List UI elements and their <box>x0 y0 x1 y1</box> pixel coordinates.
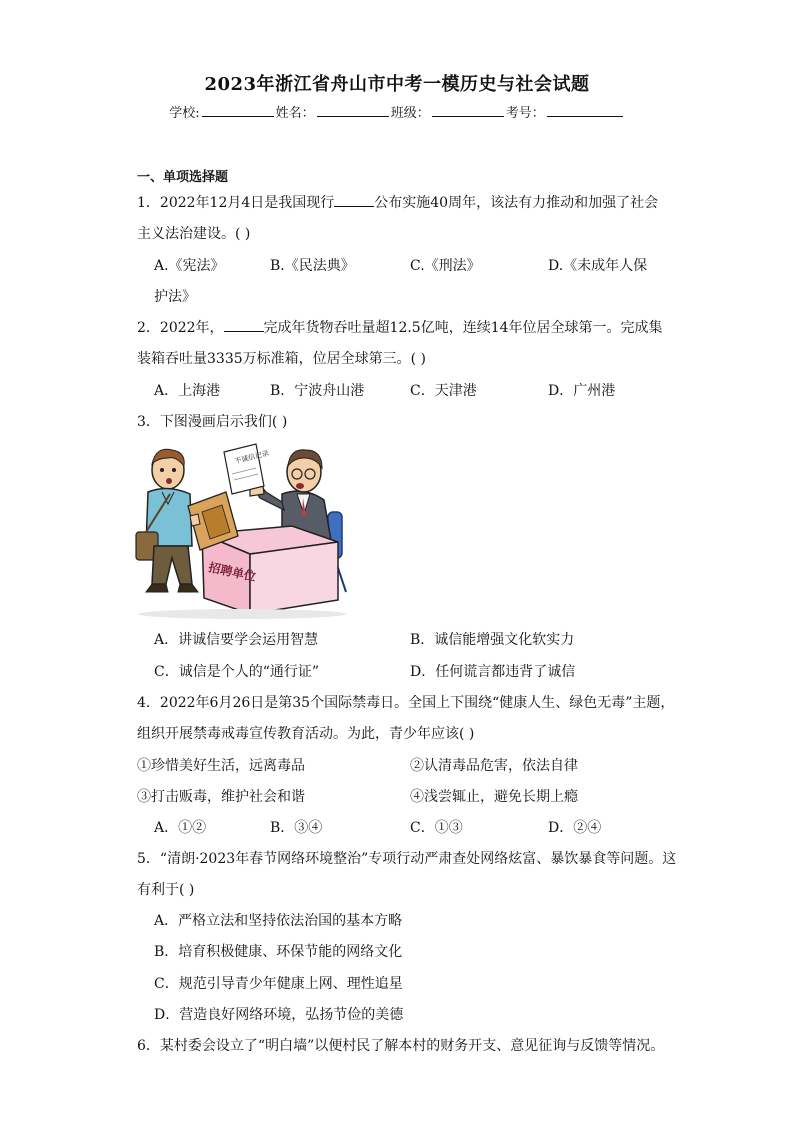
q5-stem-line1: 5．“清朗·2023年春节网络环境整治”专项行动严肃查处网络炫富、暴饮暴食等问题。这 <box>137 851 677 867</box>
q1-option-d[interactable]: D.《未成年人保 <box>548 258 648 274</box>
desk-side <box>250 542 338 614</box>
paper-text: 不诚信记录 <box>233 449 270 466</box>
q4-item-2: ②认清毒品危害，依法自律 <box>410 758 578 774</box>
q2-text-b: 完成年货物吞吐量超12.5亿吨，连续14年位居全球第一。完成集 <box>263 320 663 336</box>
q3-option-d[interactable]: D．任何谎言都违背了诚信 <box>410 664 576 680</box>
q1-option-d-continued: 护法》 <box>154 289 196 305</box>
q5-option-a[interactable]: A．严格立法和坚持依法治国的基本方略 <box>154 913 403 929</box>
q1-option-c[interactable]: C.《刑法》 <box>410 258 481 274</box>
q1-text-a: 1．2022年12月4日是我国现行 <box>137 195 335 211</box>
q4-stem-line2: 组织开展禁毒戒毒宣传教育活动。为此，青少年应该( ) <box>137 726 475 742</box>
student-info-line <box>0 102 794 121</box>
q3-option-c[interactable]: C．诚信是个人的“通行证” <box>154 664 320 680</box>
q2-blank <box>224 317 264 332</box>
q6-stem-line1: 6．某村委会设立了“明白墙”以便村民了解本村的财务开支、意见征询与反馈等情况。 <box>137 1038 665 1054</box>
q4-item-4: ④浅尝辄止，避免长期上瘾 <box>410 789 578 805</box>
q1-option-a[interactable]: A.《宪法》 <box>154 258 225 274</box>
school-blank[interactable] <box>202 104 274 117</box>
q4-option-c[interactable]: C．①③ <box>410 820 463 836</box>
q4-item-1: ①珍惜美好生活，远离毒品 <box>137 758 305 774</box>
desk-text: 招聘单位 <box>207 560 258 584</box>
q1-stem-line1 <box>137 192 658 212</box>
q1-option-b[interactable]: B.《民法典》 <box>270 258 355 274</box>
q2-option-a[interactable]: A．上海港 <box>154 383 221 399</box>
q3-option-b[interactable]: B．诚信能增强文化软实力 <box>410 632 575 648</box>
applicant-trousers <box>152 546 192 584</box>
exam-no-label: 考号： <box>505 106 545 121</box>
q4-option-b[interactable]: B．③④ <box>270 820 323 836</box>
q5-option-b[interactable]: B．培育积极健康、环保节能的网络文化 <box>154 944 403 960</box>
q2-option-b[interactable]: B．宁波舟山港 <box>270 383 365 399</box>
class-blank[interactable] <box>432 104 504 117</box>
q1-text-b: 公布实施40周年，该法有力推动和加强了社会 <box>374 195 659 211</box>
school-label: 学校: <box>169 106 200 121</box>
q4-stem-line1: 4．2022年6月26日是第35个国际禁毒日。全国上下围绕“健康人生、绿色无毒”主题， <box>137 695 675 711</box>
section-title: 一、单项选择题 <box>137 170 229 185</box>
name-label: 姓名： <box>275 106 315 121</box>
q3-stem: 3．下图漫画启示我们( ) <box>137 414 288 430</box>
class-label: 班级： <box>390 106 430 121</box>
cartoon-image <box>132 442 366 620</box>
q4-item-3: ③打击贩毒，维护社会和谐 <box>137 789 305 805</box>
q5-stem-line2: 有利于( ) <box>137 882 195 898</box>
q1-stem-line2: 主义法治建设。( ) <box>137 226 251 242</box>
q2-stem-line1 <box>137 317 663 337</box>
page-title: 2023年浙江省舟山市中考一模历史与社会试题 <box>204 74 590 95</box>
q3-option-a[interactable]: A．讲诚信要学会运用智慧 <box>154 632 319 648</box>
name-blank[interactable] <box>317 104 389 117</box>
q2-stem-line2: 装箱吞吐量3335万标准箱，位居全球第三。( ) <box>137 351 427 367</box>
q5-option-c[interactable]: C．规范引导青少年健康上网、理性追星 <box>154 976 403 992</box>
q2-option-d[interactable]: D．广州港 <box>548 383 616 399</box>
q2-text-a: 2．2022年， <box>137 320 224 336</box>
q4-option-a[interactable]: A．①② <box>154 820 207 836</box>
q5-option-d[interactable]: D．营造良好网络环境，弘扬节俭的美德 <box>154 1007 404 1023</box>
q2-option-c[interactable]: C．天津港 <box>410 383 477 399</box>
q1-blank <box>334 192 374 207</box>
q4-option-d[interactable]: D．②④ <box>548 820 602 836</box>
exam-no-blank[interactable] <box>547 104 623 117</box>
